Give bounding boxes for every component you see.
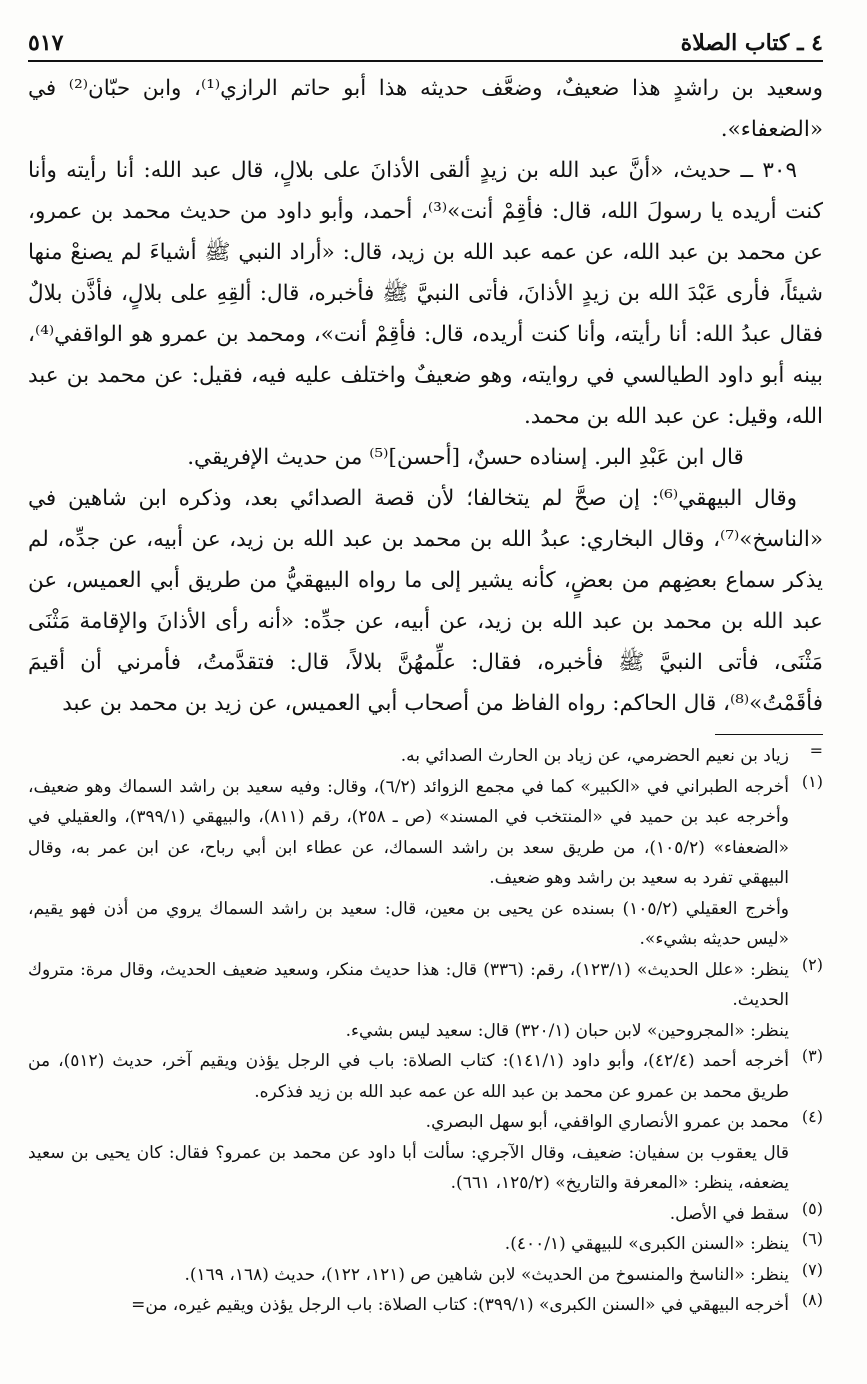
footnote bbox=[28, 1046, 823, 1107]
footnote-text: قال يعقوب بن سفيان: ضعيف، وقال الآجري: سألت أبا داود عن محمد بن عمرو؟ فقال: كان يحيى بن سعيد يضعفه، ينظر: «المعرفة والتاريخ» (١٢٥/٢، ٦٦١). bbox=[28, 1142, 789, 1193]
footnote bbox=[28, 772, 823, 894]
footnote-text: محمد بن عمرو الأنصاري الواقفي، أبو سهل البصري. bbox=[425, 1112, 789, 1132]
page-header bbox=[28, 22, 823, 62]
footnote bbox=[28, 1107, 823, 1138]
footnote-text: ينظر: «علل الحديث» (١٢٣/١)، رقم: (٣٣٦) قال: هذا حديث منكر، وسعيد ضعيف الحديث، وقال مرة: متروك الحديث. bbox=[28, 959, 790, 1010]
footnote-number: (٢) bbox=[801, 954, 823, 974]
footnote bbox=[28, 955, 823, 1016]
footnote-text: ينظر: «السنن الكبرى» للبيهقي (٤٠٠/١). bbox=[504, 1234, 789, 1254]
footnote-number: (٨) bbox=[801, 1290, 823, 1309]
paragraph: قال ابن عَبْدِ البر. إسناده حسنٌ، [أحسن]⁽⁵⁾ من حديث الإفريقي. bbox=[187, 445, 744, 470]
hadith-309-paragraph: ٣٠٩ ــ حديث، «أنَّ عبد الله بن زيدٍ ألقى الأذانَ على بلالٍ، قال عبد الله: أنا رأيته وأنا كنت أريده يا رسولَ الله، قال: فأقِمْ أنت»⁽³⁾، أحمد، وأبو داود من حديث محمد بن عمرو، عن محمد بن عبد الله، عن عمه عبد الله بن زيد، قال: «أراد النبي ﷺ أشياءَ لم يصنعْ منها شيئاً، فأرى عَبْدَ الله بن زيدٍ الأذانَ، فأتى النبيَّ ﷺ فأخبره، قال: ألقِهِ على بلالٍ، فأذَّن بلالٌ فقال عبدُ الله: أنا رأيته، وأنا كنت أريده، قال: فأقِمْ أنت»، ومحمد بن عمرو هو الواقفي⁽⁴⁾، بينه أبو داود الطيالسي في روايته، وهو ضعيفٌ واختلف عليه فيه، فقيل: عن محمد بن عبد الله، وقيل: عن عبد الله بن محمد. bbox=[28, 158, 823, 429]
footnote-number: (٣) bbox=[801, 1046, 823, 1065]
footnote-number: (٤) bbox=[801, 1107, 823, 1126]
footnote-text: ينظر: «المجروحين» لابن حبان (٣٢٠/١) قال: سعيد ليس بشيء. bbox=[345, 1020, 789, 1041]
footnote-number: (٧) bbox=[801, 1259, 823, 1279]
footnote-continuation bbox=[28, 1138, 823, 1199]
footnote-divider bbox=[715, 734, 823, 735]
footnotes bbox=[28, 741, 823, 1321]
footnote-number: (٦) bbox=[801, 1229, 823, 1248]
footnote-text: سقط في الأصل. bbox=[669, 1203, 789, 1224]
footnote-number: (٥) bbox=[801, 1198, 823, 1218]
footnote bbox=[28, 1199, 823, 1230]
footnote-number: = bbox=[809, 741, 823, 760]
main-text bbox=[28, 68, 823, 724]
footnote-text: زياد بن نعيم الحضرمي، عن زياد بن الحارث الصدائي به. bbox=[400, 746, 789, 766]
footnote bbox=[28, 1290, 823, 1321]
chapter-title: ٤ ـ كتاب الصلاة bbox=[680, 30, 823, 56]
footnote-text: وأخرج العقيلي (١٠٥/٢) بسنده عن يحيى بن معين، قال: سعيد بن راشد السماك يروي من أذن فهو يقيم، «ليس حديثه بشيء». bbox=[28, 898, 790, 949]
footnote-text: أخرجه أحمد (٤٢/٤)، وأبو داود (١٤١/١): كتاب الصلاة: باب في الرجل يؤذن ويقيم آخر، حديث (٥١٢)، من طريق محمد بن عمرو عن محمد بن عبد الله عن عمه عبد الله بن زيد فذكره. bbox=[28, 1051, 789, 1102]
footnote bbox=[28, 741, 823, 772]
footnote-number: (١) bbox=[801, 771, 823, 791]
paragraph: وقال البيهقي⁽⁶⁾: إن صحَّ لم يتخالفا؛ لأن قصة الصدائي بعد، وذكره ابن شاهين في «الناسخ»⁽⁷⁾، وقال البخاري: عبدُ الله بن محمد بن عبد الله بن زيد، عن أبيه، عن جدِّه، لم يذكر سماع بعضِهم من بعضٍ، كأنه يشير إلى ما رواه البيهقيُّ من طريق أبي العميس، عن عبد الله بن محمد بن عبد الله بن زيد، عن أبيه، عن جدِّه: «أنه رأى الأذانَ والإقامة مَثْنَى مَثْنَى، فأتى النبيَّ ﷺ فأخبره، فقال: علِّمهُنَّ بلالاً، قال: فتقدَّمتُ، فأمرني أن أقيمَ فأقَمْتُ»⁽⁸⁾، قال الحاكم: رواه الفاظ من أصحاب أبي العميس، عن زيد بن محمد بن عبد bbox=[28, 486, 823, 716]
footnote bbox=[28, 1229, 823, 1260]
paragraph: وسعيد بن راشدٍ هذا ضعيفٌ، وضعَّف حديثه هذا أبو حاتم الرازي⁽¹⁾، وابن حبّان⁽²⁾ في «الضعفاء». bbox=[28, 76, 823, 142]
footnote-text: أخرجه الطبراني في «الكبير» كما في مجمع الزوائد (٦/٢)، وقال: وفيه سعيد بن راشد السماك وهو ضعيف، وأخرجه عبد بن حميد في «المنتخب في المسند» (ص ـ ٢٥٨)، رقم (٨١١)، والبيهقي (٣٩٩/١)، والعقيلي في «الضعفاء» (١٠٥/٢)، من طريق سعد بن راشد السماك، عن عطاء ابن أبي رباح، عن ابن عمر به، وقال البيهقي تفرد به سعيد بن راشد وهو ضعيف. bbox=[28, 776, 789, 888]
page-number: ٥١٧ bbox=[28, 30, 64, 56]
footnote-text: أخرجه البيهقي في «السنن الكبرى» (٣٩٩/١): كتاب الصلاة: باب الرجل يؤذن ويقيم غيره، من= bbox=[131, 1295, 789, 1315]
footnote-text: ينظر: «الناسخ والمنسوخ من الحديث» لابن شاهين ص (١٢١، ١٢٢)، حديث (١٦٨، ١٦٩). bbox=[184, 1264, 789, 1285]
footnote bbox=[28, 1260, 823, 1291]
footnote-continuation bbox=[28, 894, 823, 955]
footnote-continuation bbox=[28, 1016, 823, 1047]
